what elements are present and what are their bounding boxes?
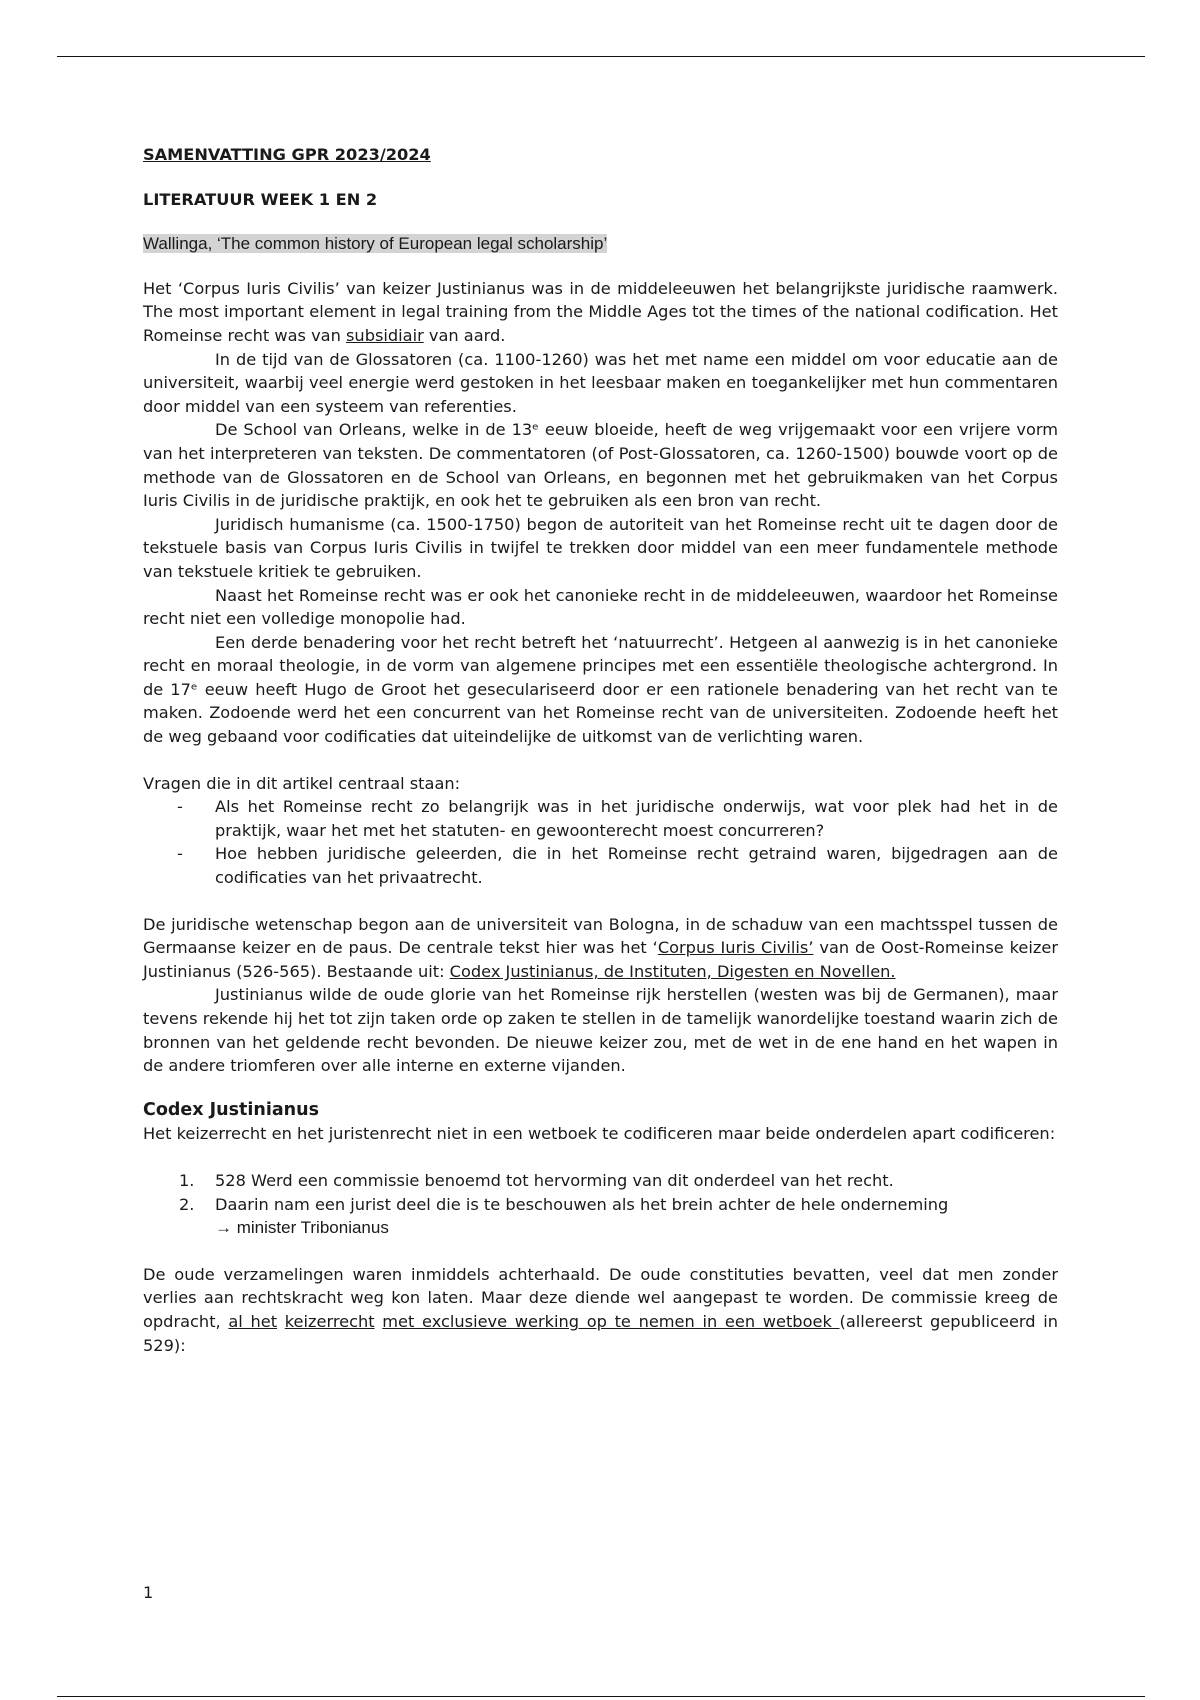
intro-paragraph-6: Een derde benadering voor het recht betreft het ‘natuurrecht’. Hetgeen al aanwezig is in het canonieke recht en moraal theologie, in de vorm van algemene principes met een essentiële theologische achtergrond. In de 17ᵉ eeuw heeft Hugo de Groot het geseculariseerd door er een rationele benadering van het recht van te maken. Zodoende werd het een concurrent van het Romeinse recht van de universiteiten. Zodoende heeft het de weg gebaand voor codificaties dat uiteindelijke de uitkomst van de verlichting waren. (143, 632, 1058, 747)
list-item: 1. 528 Werd een commissie benoemd tot hervorming van dit onderdeel van het recht. (179, 1170, 894, 1190)
intro-paragraph-5: Naast het Romeinse recht was er ook het canonieke recht in de middeleeuwen, waardoor het Romeinse recht niet een volledige monopolie had. (143, 585, 1058, 629)
list-item: - Hoe hebben juridische geleerden, die in het Romeinse recht getraind waren, bijgedragen aan de codificaties van het privaatrecht. (215, 842, 1058, 889)
intro-paragraph-2: In de tijd van de Glossatoren (ca. 1100-1260) was het met name een middel om voor educatie aan de universiteit, waarbij veel energie werd gestoken in het leesbaar maken en toegankelijker met hun commentaren door middel van een systeem van referenties. (143, 349, 1058, 416)
list-item: 2. Daarin nam een jurist deel die is te beschouwen als het brein achter de hele onderneming → minister Tribonianus (179, 1194, 949, 1238)
intro-paragraph-1: Het ‘Corpus Iuris Civilis’ van keizer Justinianus was in de middeleeuwen het belangrijkste juridische raamwerk. The most important element in legal training from the Middle Ages tot the times of the national codification. Het Romeinse recht was van subsidiair van aard. (143, 278, 1058, 345)
top-rule (57, 56, 1145, 57)
arrow-note: → minister Tribonianus (215, 1218, 389, 1238)
document-subtitle: LITERATUUR WEEK 1 EN 2 (143, 189, 378, 209)
questions-intro: Vragen die in dit artikel centraal staan: (143, 773, 461, 793)
intro-paragraph-4: Juridisch humanisme (ca. 1500-1750) begon de autoriteit van het Romeinse recht uit te dagen door de tekstuele basis van Corpus Iuris Civilis in twijfel te trekken door middel van een meer fundamentele methode van tekstuele kritiek te gebruiken. (143, 514, 1058, 581)
bologna-paragraph-2: Justinianus wilde de oude glorie van het Romeinse rijk herstellen (westen was bij de Germanen), maar tevens rekende hij het tot zijn taken orde op zaken te stellen in de tamelijk wanordelijke toestand waarin zich de bronnen van het geldende recht bevonden. De nieuwe keizer zou, met de wet in de ene hand en het wapen in de andere triomferen over alle interne en externe vijanden. (143, 985, 1058, 1076)
bottom-rule (57, 1696, 1145, 1697)
source-reference (143, 232, 1058, 256)
intro-paragraph-3: De School van Orleans, welke in de 13ᵉ eeuw bloeide, heeft de weg vrijgemaakt voor een vrijere vorm van het interpreteren van teksten. De commentatoren (of Post-Glossatoren, ca. 1260-1500) bouwde voort op de methode van de Glossatoren en de School van Orleans, en begonnen met het gebruikmaken van het Corpus Iuris Civilis in de juridische praktijk, en ook het te gebruiken als een bron van recht. (143, 420, 1058, 511)
list-item: - Als het Romeinse recht zo belangrijk was in het juridische onderwijs, wat voor plek had het in de praktijk, waar het met het statuten- en gewoonterecht moest concurreren? (215, 795, 1058, 842)
questions-list (143, 795, 1058, 889)
bologna-paragraph-1: De juridische wetenschap begon aan de universiteit van Bologna, in de schaduw van een machtsspel tussen de Germaanse keizer en de paus. De centrale tekst hier was het ‘Corpus Iuris Civilis’ van de Oost-Romeinse keizer Justinianus (526-565). Bestaande uit: Codex Justinianus, de Instituten, Digesten en Novellen. (143, 914, 1058, 981)
codex-paragraph: De oude verzamelingen waren inmiddels achterhaald. De oude constituties bevatten, veel dat men zonder verlies aan rechtskracht weg kon laten. Maar deze diende wel aangepast te worden. De commissie kreeg de opdracht, al het keizerrecht met exclusieve werking op te nemen in een wetboek (allereerst gepubliceerd in 529): (143, 1264, 1058, 1355)
codex-intro: Het keizerrecht en het juristenrecht niet in een wetboek te codificeren maar beide onderdelen apart codificeren: (143, 1124, 1056, 1144)
document-title: SAMENVATTING GPR 2023/2024 (143, 145, 431, 164)
page-number: 1 (143, 1583, 154, 1602)
source-highlight: Wallinga, ‘The common history of European legal scholarship’ (143, 234, 608, 254)
document-body (143, 143, 1058, 1357)
codex-list (143, 1169, 1058, 1240)
section-heading-codex: Codex Justinianus (143, 1099, 319, 1120)
subsidiair-term: subsidiair (346, 325, 424, 345)
